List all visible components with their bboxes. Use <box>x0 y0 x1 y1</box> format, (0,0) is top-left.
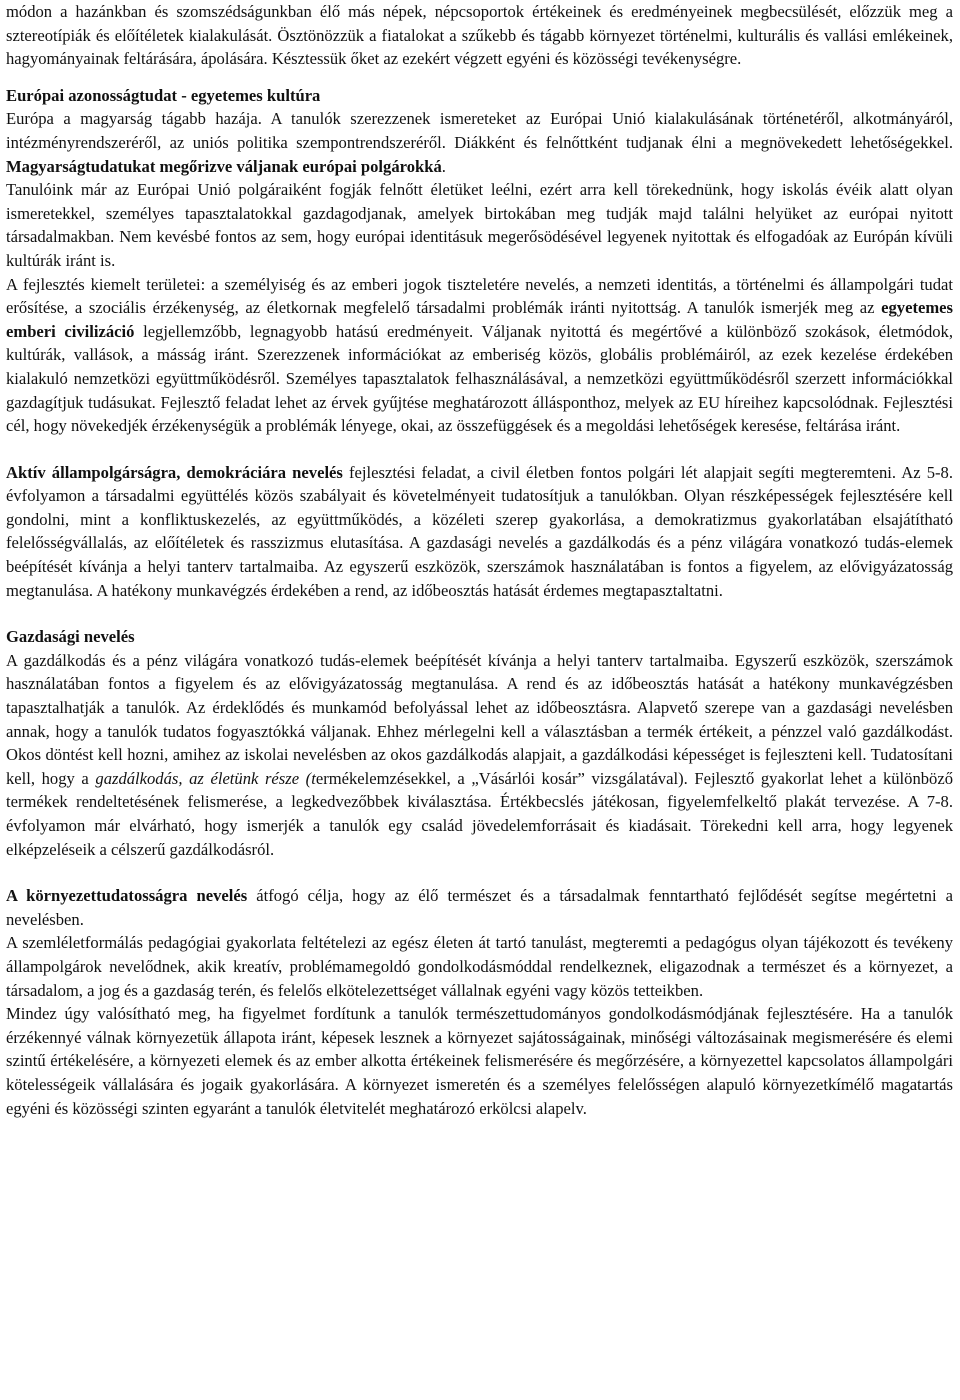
europe-paragraph-1 <box>6 107 953 178</box>
section-economic-education <box>6 625 953 861</box>
europe-paragraph-2: Tanulóink már az Európai Unió polgáraiként fogják felnőtt életüket leélni, ezért arra kell törekednünk, hogy iskolás évéik alatt olyan ismeretekkel, személyes tapasztalatokkal gazdagodjanak, amelyek birtokában meg tudják majd találni helyüket az európai nyitott társadalmakban. Nem kevésbé fontos az sem, hogy európai identitásuk megerősödésével legyenek nyitottak és elfogadóak az Európán kívüli kultúrák iránt is. <box>6 180 953 270</box>
economic-paragraph <box>6 649 953 861</box>
economic-paragraph-rest: ermékelemzésekkel, a „Vásárlói kosár” vizsgálatával). Fejlesztő gyakorlat lehet a különböző termékek rendeltetésének felismerése, a legkedvezőbbek kiválasztása. Értékbecslés játékosan, figyelemfelkeltő plakát tervezése. A 7-8. évfolyamon már elvárható, hogy ismerjék a tanulók egy család jövedelemforrásait és kiadásait. Törekedni kell arra, hogy legyenek elképzeléseik a célszerű gazdálkodásról. <box>6 768 953 859</box>
europe-paragraph-1-text: Európa a magyarság tágabb hazája. A tanulók szerezzenek ismereteket az Európai Unió kialakulásának történetéről, alkotmányáról, intézményrendszeréről, az uniós politika szempontrendszeréről. Diákként és felnőttként tudjanak élni a megnövekedett lehetőségekkel. <box>6 109 953 152</box>
civic-heading-inline: Aktív állampolgárságra, demokráciára nevelés <box>6 462 343 482</box>
section-heading-economic: Gazdasági nevelés <box>6 627 135 647</box>
environment-paragraph-1-text: átfogó célja, hogy az élő természet és a társadalmak fenntartható fejlődését segítse megértetni a nevelésben. <box>6 886 953 929</box>
economic-paragraph-italic: gazdálkodás, az életünk része (t <box>95 768 316 788</box>
environment-paragraph-1 <box>6 884 953 931</box>
section-european-identity <box>6 84 953 438</box>
europe-paragraph-3-emphasis: egyetemes emberi civilizáció <box>6 298 953 341</box>
environment-heading-inline: A környezettudatosságra nevelés <box>6 886 248 906</box>
civic-paragraph-text: fejlesztési feladat, a civil életben fontos polgári lét alapjait segíti megteremteni. Az 5-8. évfolyamon a társadalmi együttélés közös szabályait és követelményeit tudatosítjuk a tanulókban. Olyan részképességek fejlesztésére kell gondolni, mint a konfliktuskezelés, az együttműködés, a közéleti szerep gyakorlása, a demokratizmus gyakorlatában elsajátítható felelősségvállalás, az előítéletek és rasszizmus elutasítása. A gazdasági nevelés a gazdálkodás és a pénz világára vonatkozó tudás-elemek beépítését kívánja a helyi tanterv tartalmaiba. Az egyszerű eszközök, szerszámok használatában is fontos a figyelem, az elővigyázatosság megtanulása. A hatékony munkavégzés érdekében a rend, az időbeosztás hatását érdemes megtapasztaltatni. <box>6 462 953 600</box>
europe-paragraph-1-emphasis: Magyarságtudatukat megőrizve váljanak európai polgárokká <box>6 156 442 176</box>
economic-paragraph-start: A gazdálkodás és a pénz világára vonatkozó tudás-elemek beépítését kívánja a helyi tanterv tartalmaiba. Egyszerű eszközök, szerszámok használatában fontos a figyelem és az elővigyázatosság megtanulása. A rend és az időbeosztás hatását a hatékony munkavégzésben tapasztalhatják a tanulók. Az érdeklődés és munkamód befolyással lehet az időbeosztásra. Alapvető szerepe van a gazdasági nevelésben annak, hogy a tanulók tudatos fogyasztókká váljanak. Ehhez mérlegelni kell a választásban a termék értékeit, a pénzzel való gazdálkodást. Okos döntést kell hozni, amihez az iskolai nevelésben az okos gazdálkodás alapjait, a gazdálkodási képességet is fejleszteni kell. Tudatosítani kell, hogy a <box>6 650 953 788</box>
intro-paragraph: módon a hazánkban és szomszédságunkban élő más népek, népcsoportok értékeinek és eredményeinek megbecsülését, előzzük meg a sztereotípiák és előítéletek kialakulását. Ösztönözzük a fiatalokat a szűkebb és tágabb környezet történelmi, kulturális és vallási emlékeinek, hagyományainak feltárására, ápolására. Késztessük őket az ezekért végzett egyéni és közösségi tevékenységre. <box>6 2 953 69</box>
europe-paragraph-3-rest: legjellemzőbb, legnagyobb hatású eredményeit. Váljanak nyitottá és megértővé a különböző szokások, életmódok, kultúrák, vallások, a másság iránt. Szerezzenek információkat az emberiség közös, globális problémáiról, az ezek kezelése érdekében kialakuló nemzetközi együttműködésről. Személyes tapasztalatok felhasználásával, a nemzetközi együttműködésről szerzett információkkal gazdagítjuk tudásukat. Fejlesztő feladat lehet az érvek gyűjtése meghatározott állásponthoz, melyek az EU híreihez kapcsolódnak. Fejlesztési cél, hogy növekedjék érzékenységük a problémák lényege, okai, az összefüggések és a megoldási lehetőségek keresése, feltárása iránt. <box>6 321 953 436</box>
section-environmental-education <box>6 884 953 1120</box>
civic-paragraph <box>6 461 953 603</box>
section-heading-european-identity: Európai azonosságtudat - egyetemes kultúra <box>6 85 321 105</box>
europe-paragraph-3 <box>6 273 953 438</box>
europe-paragraph-3-start: A fejlesztés kiemelt területei: a személyiség és az emberi jogok tiszteletére nevelés, a nemzeti identitás, a történelmi és állampolgári tudat erősítése, a szociális érzékenység, az életkornak megfelelő társadalmi problémák iránti nyitottság. A tanulók ismerjék meg az <box>6 274 953 318</box>
environment-paragraph-3: Mindez úgy valósítható meg, ha figyelmet fordítunk a tanulók természettudományos gondolkodásmódjának fejlesztésére. Ha a tanulók érzékennyé válnak környezetük állapota iránt, képesek lesznek a környezet sajátosságainak, minőségi változásainak megismerésére és elemi szintű értékelésére, a környezeti elemek és az ember alkotta értékeinek felismerésére és megőrzésére, a környezettel kapcsolatos állampolgári kötelességeik vállalására és jogaik gyakorlására. A környezet ismeretén és a személyes felelősségen alapuló környezetkímélő magatartás egyéni és közösségi szinten egyaránt a tanulók életvitelét meghatározó erkölcsi alapelv. <box>6 1004 953 1118</box>
environment-paragraph-2: A szemléletformálás pedagógiai gyakorlata feltételezi az egész életen át tartó tanulást, megteremti a pedagógus olyan tájékozott és tevékeny állampolgárok nevelődnek, akik kreatív, problémamegoldó gondolkodásmóddal rendelkeznek, eligazodnak a természet és a környezet, a társadalom, a jog és a gazdaság terén, és felelős elkötelezettséget vállalnak egyéni vagy közös tetteikben. <box>6 933 953 1000</box>
europe-paragraph-1-end: . <box>441 156 446 176</box>
section-civic-education <box>6 461 953 603</box>
